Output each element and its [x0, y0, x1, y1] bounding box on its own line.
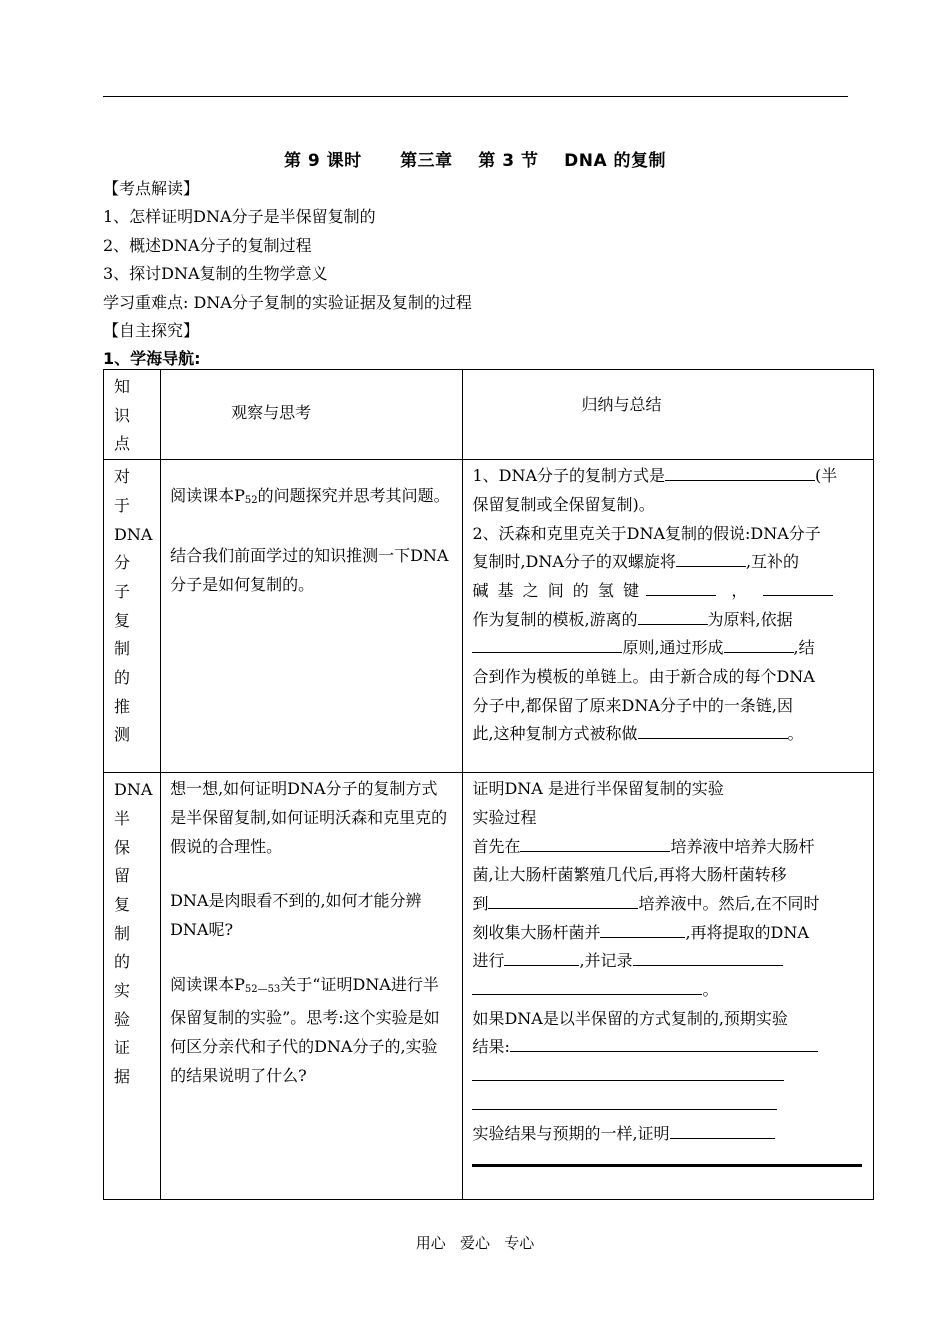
answer-blank[interactable] [472, 634, 622, 653]
objective-2: 2、概述DNA分子的复制过程 [103, 236, 312, 255]
header-summary: 归纳与总结 [463, 370, 874, 460]
table-header-row [104, 370, 874, 460]
answer-blank[interactable] [520, 833, 670, 852]
answer-blank[interactable] [472, 1062, 784, 1081]
table-row [104, 773, 874, 1200]
row2-obs-2: DNA是肉眼看不到的,如何才能分辨DNA呢? [170, 891, 422, 939]
row1-summary: 1、DNA分子的复制方式是 (半 保留复制或全保留复制)。 2、沃森和克里克关于DNA复制的假说:DNA分子 复制时,DNA分子的双螺旋将 ,互补的 碱 基 之 间 的 氢 键 ， 作为复制的模板,游离的 为原料,依据 原则,通过形成 ,结 合到作为模板的单链上。由于新合成的每个DNA 分子中,都保留了原来DNA分子中的一条链,因 此,这种复制方式被称做 。 [463, 460, 874, 773]
row1-obs-2: 结合我们前面学过的知识推测一下DNA分子是如何复制的。 [170, 545, 449, 594]
row1-obs-1: 阅读课本$P_{52}$的问题探究并思考其问题。 [170, 486, 450, 507]
row1-sum-1: 1、DNA分子的复制方式是 (半 [472, 462, 861, 491]
answer-blank[interactable] [472, 976, 702, 995]
row2-summary: 证明DNA 是进行半保留复制的实验 实验过程 首先在 培养液中培养大肠杆 菌,让大肠杆菌繁殖几代后,再将大肠杆菌转移 到 培养液中。然后,在不同时 刻收集大肠杆菌并 ,再将提取的DNA 进行 ,并记录 。 如果DNA是以半保留的方式复制的,预期实验 结果: 实验结果与预期的一样,证明 [463, 773, 874, 1200]
header-rule [103, 96, 848, 97]
page-footer: 用心 爱心 专心 [415, 1234, 535, 1252]
answer-blank[interactable] [665, 462, 815, 481]
answer-blank[interactable] [670, 1120, 775, 1139]
answer-blank[interactable] [504, 947, 579, 966]
section-zizhu: 【自主探究】 [103, 321, 200, 340]
section-kaodian: 【考点解读】 [103, 179, 200, 198]
objective-1: 1、怎样证明DNA分子是半保留复制的 [103, 207, 376, 226]
header-knowledge-point: 知 识 点 [104, 370, 161, 460]
answer-blank[interactable] [724, 634, 794, 653]
answer-blank[interactable] [676, 548, 746, 567]
row2-observe [161, 773, 463, 1200]
row2-label: DNA 半 保 留 复 制 的 实 验 证 据 [104, 773, 161, 1200]
row2-obs-3: 阅读课本$P_{52—53}$关于“证明DNA进行半保留复制的实验”。思考:这个实验是如何区分亲代和子代的DNA分子的,实验的结果说明了什么? [170, 974, 440, 1085]
answer-blank[interactable] [488, 890, 638, 909]
answer-blank[interactable] [763, 577, 833, 596]
answer-line-thick[interactable] [472, 1164, 862, 1167]
study-table [103, 369, 874, 1200]
header-observe-think: 观察与思考 [161, 370, 463, 460]
row2-obs-1: 想一想,如何证明DNA分子的复制方式是半保留复制,如何证明沃森和克里克的假说的合理性。 [170, 779, 448, 856]
answer-blank[interactable] [633, 947, 783, 966]
objective-3: 3、探讨DNA复制的生物学意义 [103, 264, 328, 283]
key-point: 学习重难点: DNA分子复制的实验证据及复制的过程 [103, 293, 472, 312]
row1-label: 对 于 DNA 分 子 复 制 的 推 测 [104, 460, 161, 773]
answer-blank[interactable] [638, 720, 788, 739]
page-title: 第 9 课时 第三章 第 3 节 DNA 的复制 [283, 151, 667, 171]
answer-blank[interactable] [510, 1033, 818, 1052]
answer-blank[interactable] [646, 577, 716, 596]
answer-blank[interactable] [600, 919, 685, 938]
answer-blank[interactable] [472, 1091, 777, 1110]
table-row [104, 460, 874, 773]
section-xuehai: 1、学海导航: [103, 349, 201, 368]
answer-blank[interactable] [638, 606, 708, 625]
row1-observe [161, 460, 463, 773]
